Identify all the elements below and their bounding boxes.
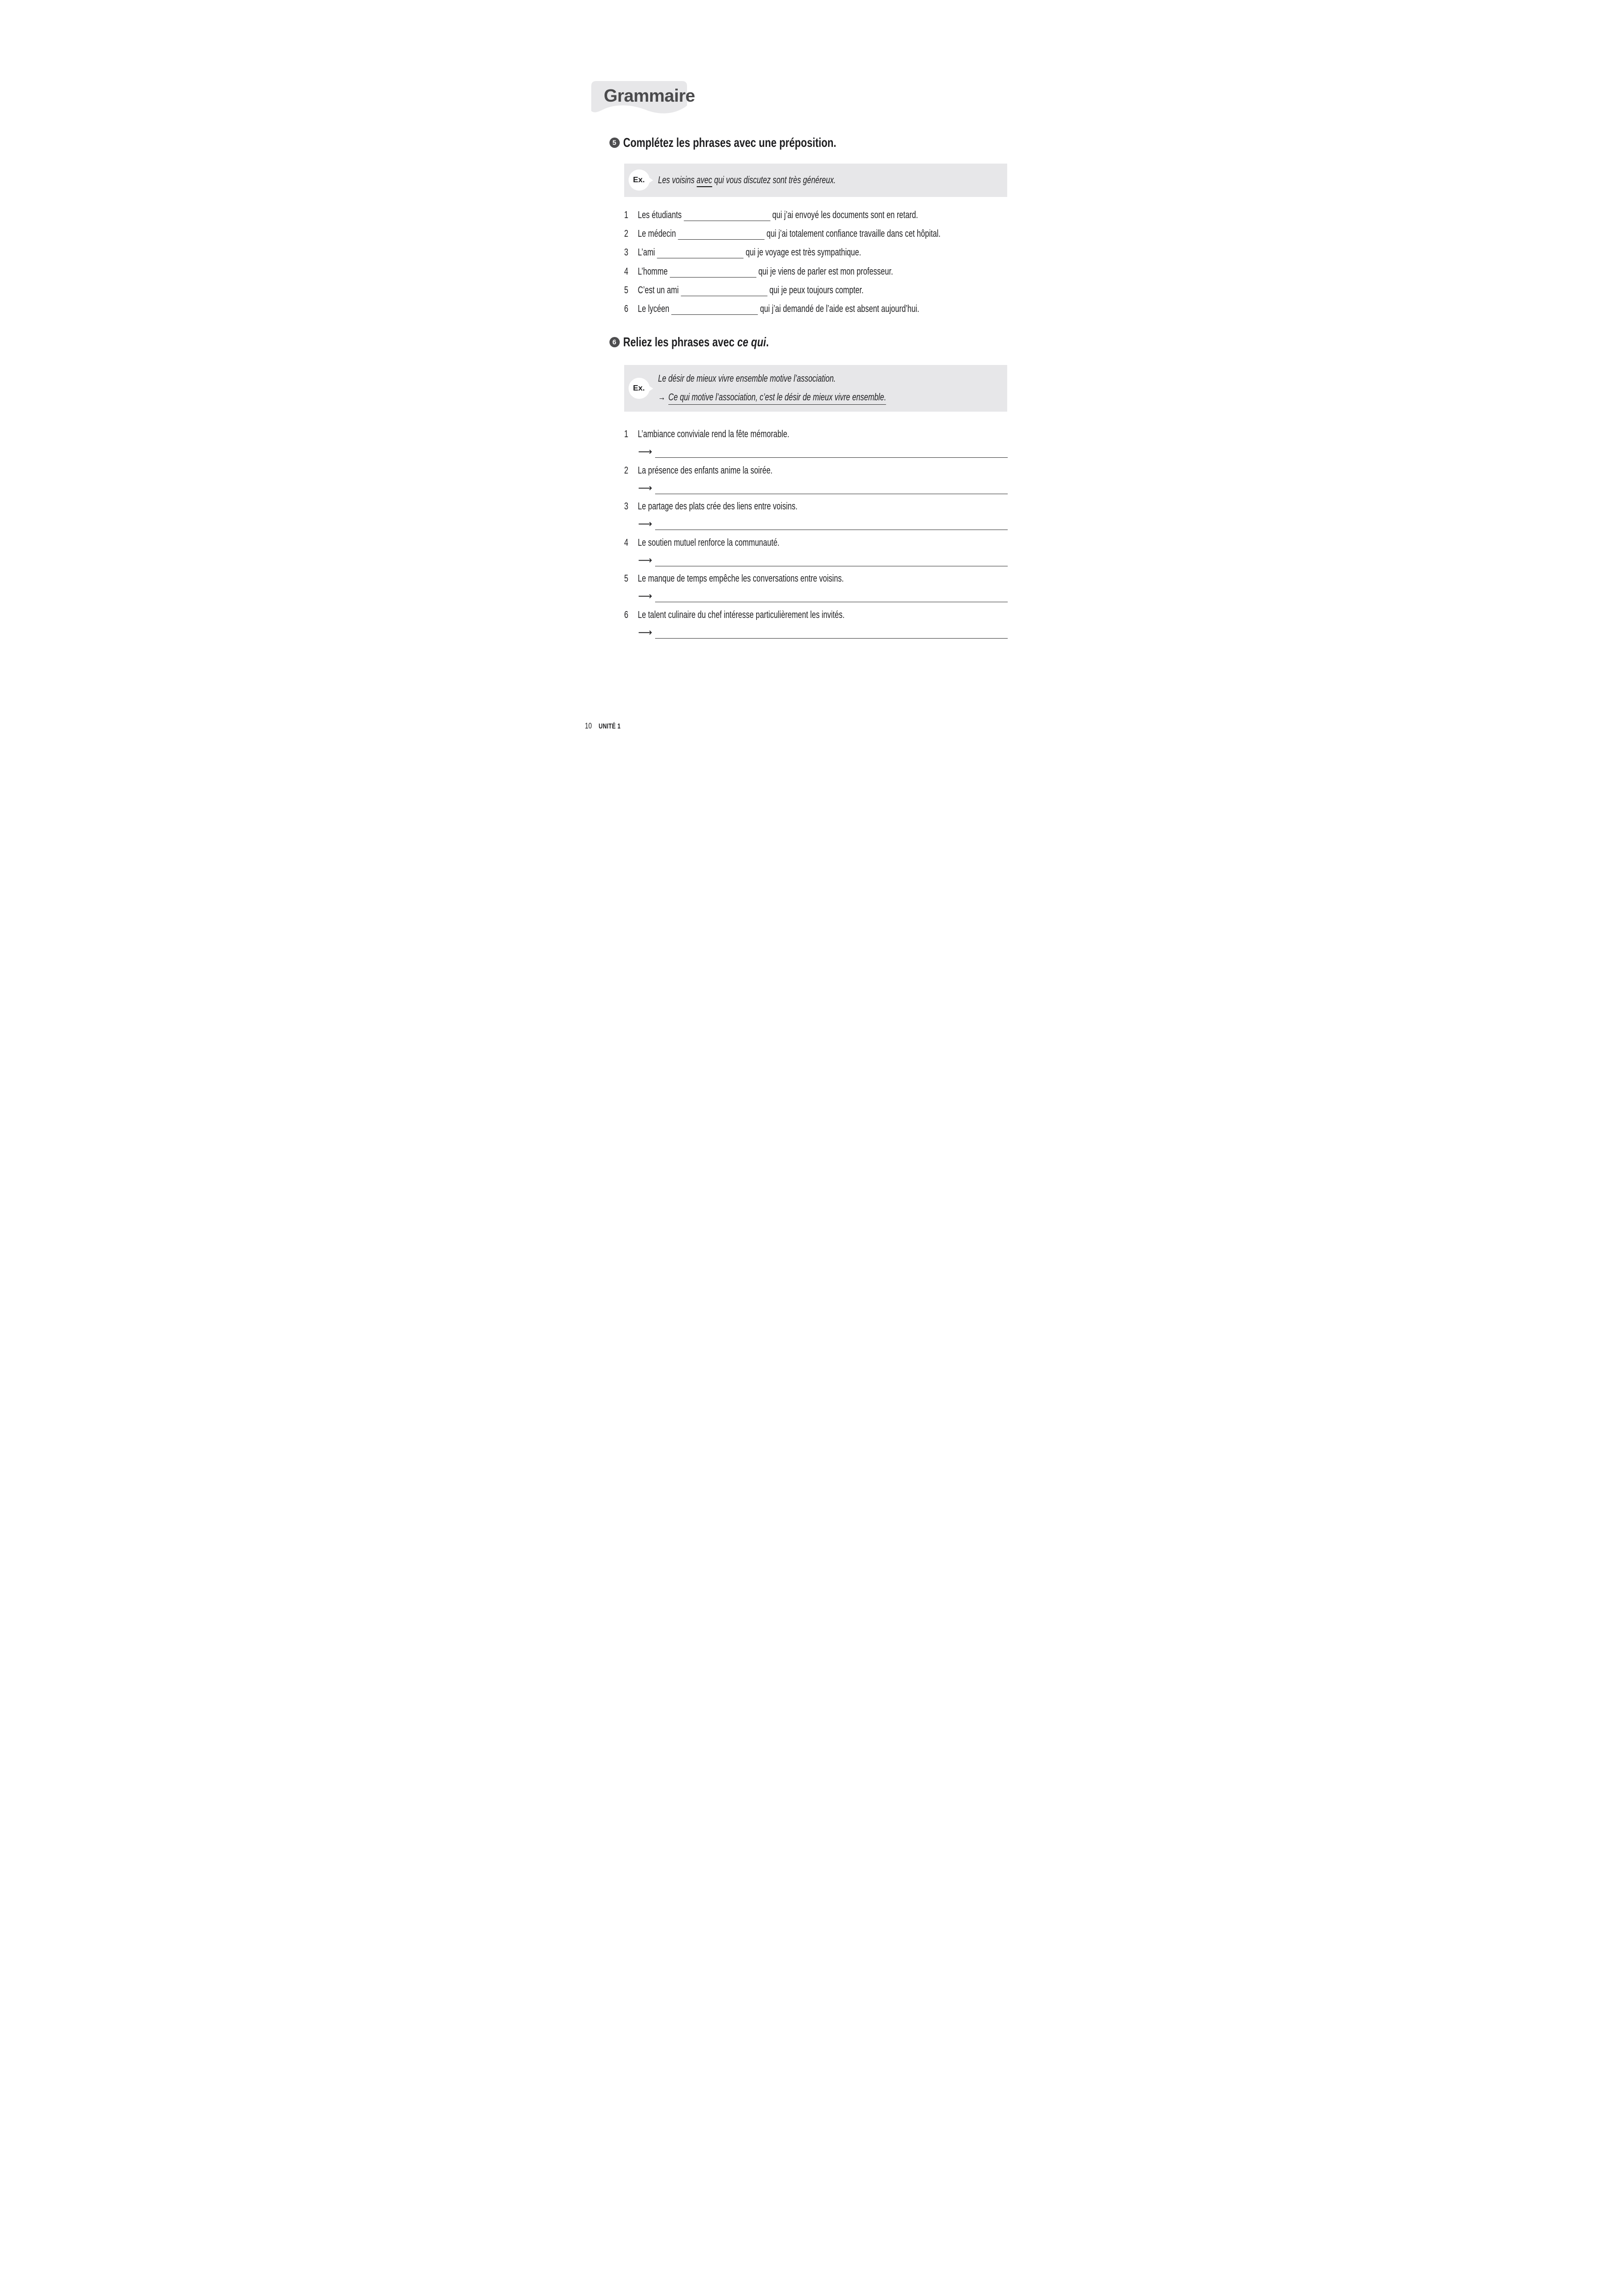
sentence-text: Le manque de temps empêche les conversations entre voisins. <box>637 573 844 584</box>
item-number: 4 <box>624 537 628 548</box>
sentence-before-blank: Le médecin <box>637 228 676 240</box>
item-number: 5 <box>624 284 628 296</box>
exercise6-item <box>624 501 1008 530</box>
sentence-after-blank: qui j’ai demandé de l’aide est absent aujourd’hui. <box>760 304 919 315</box>
exercise5-item <box>624 262 1037 281</box>
exercise6-item-list <box>624 429 1008 645</box>
fill-in-blank[interactable] <box>671 305 758 315</box>
example-text-post: qui vous discutez sont très généreux. <box>714 174 836 186</box>
workbook-page <box>542 0 1083 765</box>
example-source-sentence: Le désir de mieux vivre ensemble motive l’association. <box>658 373 836 384</box>
item-number: 4 <box>624 266 628 277</box>
sentence-before-blank: Le lycéen <box>637 304 669 315</box>
sentence-after-blank: qui je viens de parler est mon professeur. <box>758 266 893 277</box>
item-sentence <box>624 429 1008 440</box>
exercise5-heading <box>609 137 896 148</box>
sentence-after-blank: qui je voyage est très sympathique. <box>745 247 861 258</box>
sentence-text: Le soutien mutuel renforce la communauté. <box>637 537 779 548</box>
exercise6-item <box>624 429 1008 458</box>
exercise6-item <box>624 537 1008 566</box>
item-number: 1 <box>624 429 628 440</box>
answer-row <box>624 446 1008 458</box>
answer-line[interactable] <box>655 457 1007 458</box>
exercise6-item <box>624 573 1008 602</box>
exercise5-item <box>624 206 1037 224</box>
item-sentence <box>624 501 1008 512</box>
sentence-before-blank: L’homme <box>637 266 668 277</box>
answer-row <box>624 518 1008 530</box>
fill-in-blank[interactable] <box>678 230 764 240</box>
sentence-text: L’ambiance conviviale rend la fête mémorable. <box>637 429 789 440</box>
arrow-icon: → <box>658 392 665 403</box>
arrow-icon: ⟶ <box>638 519 653 530</box>
section-title: Grammaire <box>604 85 695 106</box>
example-label-bubble: Ex. <box>629 169 650 191</box>
example-underlined-answer: Ce qui motive l’association, c’est le désir de mieux vivre ensemble. <box>668 392 886 405</box>
example-lines <box>624 365 1007 403</box>
sentence-text: Le talent culinaire du chef intéresse particulièrement les invités. <box>637 609 845 620</box>
exercise5-example-box <box>624 164 1007 197</box>
exercise5-item <box>624 224 1037 243</box>
item-number: 2 <box>624 228 628 240</box>
sentence-after-blank: qui je peux toujours compter. <box>769 284 863 296</box>
item-number: 2 <box>624 465 628 476</box>
section-tab-grammaire <box>591 81 695 119</box>
unit-label: UNITÉ 1 <box>599 722 621 730</box>
exercise5-item <box>624 243 1037 262</box>
sentence-text: Le partage des plats crée des liens entre voisins. <box>637 501 798 512</box>
exercise6-item <box>624 610 1008 639</box>
exercise5-title: Complétez les phrases avec une préposition. <box>623 135 836 150</box>
item-sentence <box>624 573 1008 584</box>
exercise5-item <box>624 281 1037 300</box>
example-underlined-word: avec <box>696 175 712 187</box>
item-number: 6 <box>624 304 628 315</box>
exercise6-example-box <box>624 365 1007 412</box>
example-label-bubble: Ex. <box>629 378 650 399</box>
exercise6-number-badge: 6 <box>609 337 620 347</box>
item-sentence <box>624 465 1008 476</box>
sentence-after-blank: qui j’ai envoyé les documents sont en retard. <box>772 210 918 221</box>
item-sentence <box>624 610 1008 620</box>
item-number: 5 <box>624 573 628 584</box>
arrow-icon: ⟶ <box>638 591 653 602</box>
sentence-before-blank: Les étudiants <box>637 210 682 221</box>
answer-row <box>624 555 1008 566</box>
sentence-after-blank: qui j’ai totalement confiance travaille dans cet hôpital. <box>766 228 940 240</box>
arrow-icon: ⟶ <box>638 627 653 638</box>
example-transformed-sentence <box>658 392 1007 403</box>
item-number: 1 <box>624 210 628 221</box>
arrow-icon: ⟶ <box>638 447 653 457</box>
item-number: 3 <box>624 247 628 258</box>
fill-in-blank[interactable] <box>681 286 767 296</box>
item-number: 6 <box>624 609 628 620</box>
item-sentence <box>624 537 1008 548</box>
answer-row <box>624 482 1008 494</box>
exercise5-number-badge: 5 <box>609 138 620 148</box>
exercise6-title: Reliez les phrases avec ce qui. <box>623 335 769 349</box>
arrow-icon: ⟶ <box>638 555 653 566</box>
exercise5-item-list <box>624 206 1037 318</box>
fill-in-blank[interactable] <box>669 268 756 278</box>
item-number: 3 <box>624 501 628 512</box>
example-text-pre: Les voisins <box>658 174 694 186</box>
fill-in-blank[interactable] <box>684 211 770 221</box>
sentence-text: La présence des enfants anime la soirée. <box>637 465 772 476</box>
answer-row <box>624 590 1008 602</box>
example-sentence <box>624 175 895 186</box>
exercise6-heading <box>609 336 810 347</box>
sentence-before-blank: C’est un ami <box>637 284 679 296</box>
sentence-before-blank: L’ami <box>637 247 655 258</box>
exercise6-title-emphasis: ce qui <box>737 335 766 349</box>
page-footer <box>585 721 629 731</box>
exercise6-item <box>624 465 1008 494</box>
answer-line[interactable] <box>655 638 1007 639</box>
exercise5-item <box>624 300 1037 318</box>
arrow-icon: ⟶ <box>638 482 653 494</box>
answer-row <box>624 627 1008 639</box>
page-number: 10 <box>584 721 592 730</box>
fill-in-blank[interactable] <box>657 249 743 258</box>
